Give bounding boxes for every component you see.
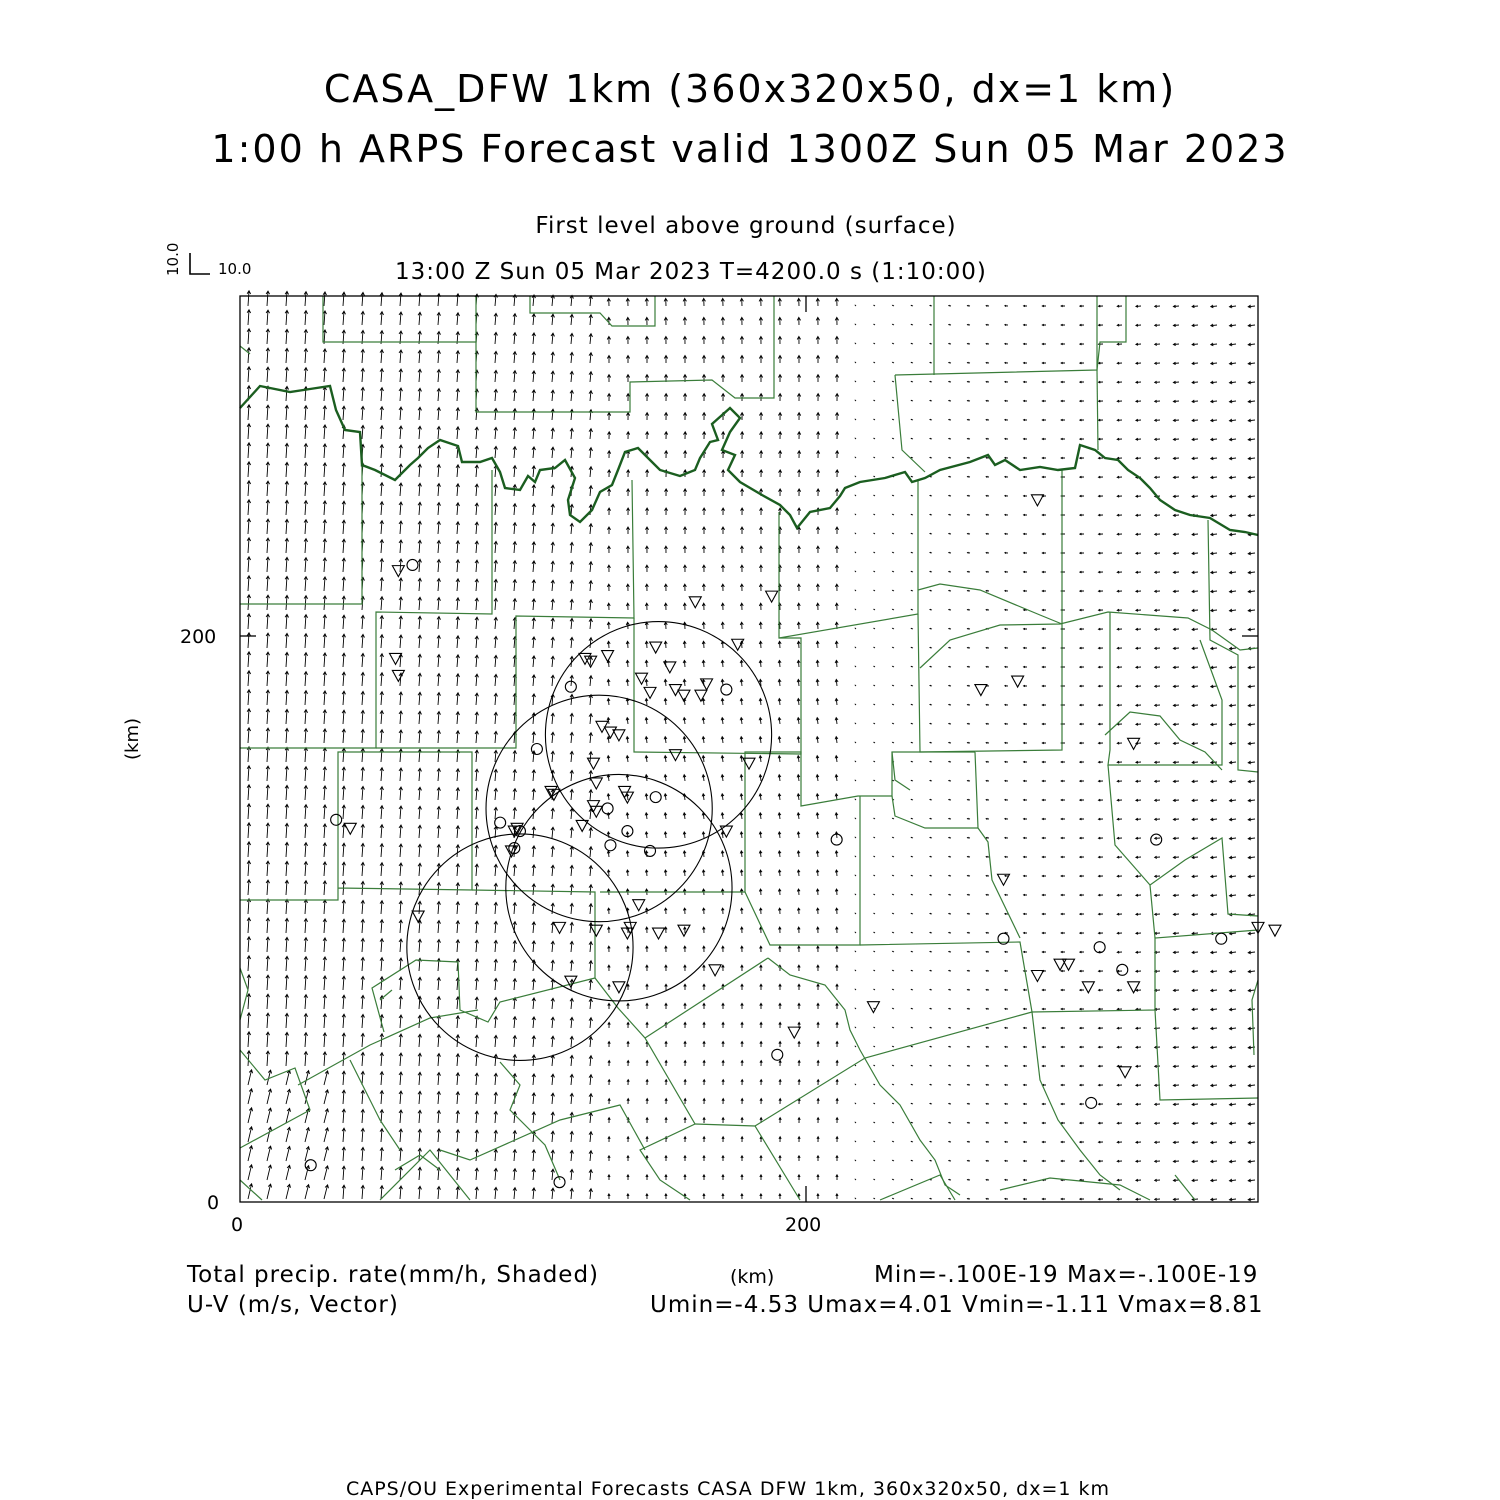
x-tick-label-0: 0 <box>231 1214 244 1236</box>
station-triangle-icon <box>1063 959 1075 970</box>
x-axis-label: (km) <box>730 1266 775 1288</box>
station-triangle-icon <box>613 982 625 993</box>
station-triangle-icon <box>975 685 987 696</box>
station-triangle-icon <box>689 597 701 608</box>
station-triangle-icon <box>709 965 721 976</box>
plot-frame <box>240 296 1258 1202</box>
reference-vector-icon <box>190 253 210 274</box>
station-circle-icon <box>407 559 418 570</box>
station-triangle-icon <box>669 750 681 761</box>
station-circle-icon <box>605 840 616 851</box>
station-circle-icon <box>721 684 732 695</box>
station-triangle-icon <box>650 642 662 653</box>
station-triangle-icon <box>636 673 648 684</box>
wind-vectors <box>247 291 1255 1201</box>
legend-vector-field: U-V (m/s, Vector) <box>187 1292 399 1318</box>
station-triangle-icon <box>392 566 404 577</box>
station-circle-icon <box>772 1049 783 1060</box>
red-river <box>240 386 1258 535</box>
station-triangle-icon <box>344 823 356 834</box>
station-triangle-icon <box>613 730 625 741</box>
reference-vector-u-label: 10.0 <box>218 260 252 278</box>
station-circle-icon <box>531 744 542 755</box>
station-circle-icon <box>1117 964 1128 975</box>
county-boundaries <box>240 296 1258 1200</box>
station-triangle-icon <box>766 591 778 602</box>
station-triangle-icon <box>1054 959 1066 970</box>
station-triangle-icon <box>867 1002 879 1013</box>
legend-minmax: Min=-.100E-19 Max=-.100E-19 <box>874 1262 1259 1288</box>
station-circle-icon <box>1086 1097 1097 1108</box>
station-triangle-icon <box>602 651 614 662</box>
station-circle-icon <box>602 803 613 814</box>
station-triangle-icon <box>653 928 665 939</box>
station-triangle-icon <box>412 911 424 922</box>
station-circle-icon <box>650 792 661 803</box>
station-circle-icon <box>331 814 342 825</box>
station-triangle-icon <box>1119 1067 1131 1078</box>
station-triangle-icon <box>1031 495 1043 506</box>
legend-uv-stats: Umin=-4.53 Umax=4.01 Vmin=-1.11 Vmax=8.81 <box>650 1292 1264 1318</box>
station-triangle-icon <box>587 758 599 769</box>
radar-ring-1 <box>545 622 771 849</box>
x-tick-label-200: 200 <box>785 1214 822 1236</box>
station-triangle-icon <box>590 778 602 789</box>
footer-credit: CAPS/OU Experimental Forecasts CASA DFW 1km, 360x320x50, dx=1 km <box>345 1478 1111 1500</box>
y-tick-label-0: 0 <box>207 1192 220 1214</box>
chart-subtitle: 1:00 h ARPS Forecast valid 1300Z Sun 05 Mar 2023 <box>211 127 1289 171</box>
valid-time-label: 13:00 Z Sun 05 Mar 2023 T=4200.0 s (1:10:00) <box>395 259 987 285</box>
y-tick-label-200: 200 <box>180 626 217 648</box>
station-triangle-icon <box>390 653 402 664</box>
observation-stations <box>305 495 1281 1188</box>
station-triangle-icon <box>644 687 656 698</box>
reference-vector-v-label: 10.0 <box>164 242 182 276</box>
radar-ring-2 <box>486 695 712 922</box>
station-triangle-icon <box>1269 925 1281 936</box>
axis-ticks <box>240 296 1258 1202</box>
chart-title: CASA_DFW 1km (360x320x50, dx=1 km) <box>323 67 1177 111</box>
station-circle-icon <box>1216 933 1227 944</box>
station-triangle-icon <box>633 900 645 911</box>
station-triangle-icon <box>1012 676 1024 687</box>
radar-range-rings <box>407 622 772 1061</box>
station-triangle-icon <box>788 1027 800 1038</box>
station-triangle-icon <box>1031 971 1043 982</box>
station-triangle-icon <box>695 690 707 701</box>
station-circle-icon <box>305 1160 316 1171</box>
legend-precip-field: Total precip. rate(mm/h, Shaded) <box>187 1262 600 1288</box>
station-triangle-icon <box>678 925 690 936</box>
station-triangle-icon <box>590 925 602 936</box>
level-label: First level above ground (surface) <box>535 213 957 239</box>
radar-ring-3 <box>506 774 732 1001</box>
station-triangle-icon <box>554 922 566 933</box>
wind-vector-field <box>247 291 1255 1201</box>
y-axis-label: (km) <box>122 717 143 760</box>
station-triangle-icon <box>1082 982 1094 993</box>
radar-ring-4 <box>407 834 633 1061</box>
station-circle-icon <box>495 817 506 828</box>
